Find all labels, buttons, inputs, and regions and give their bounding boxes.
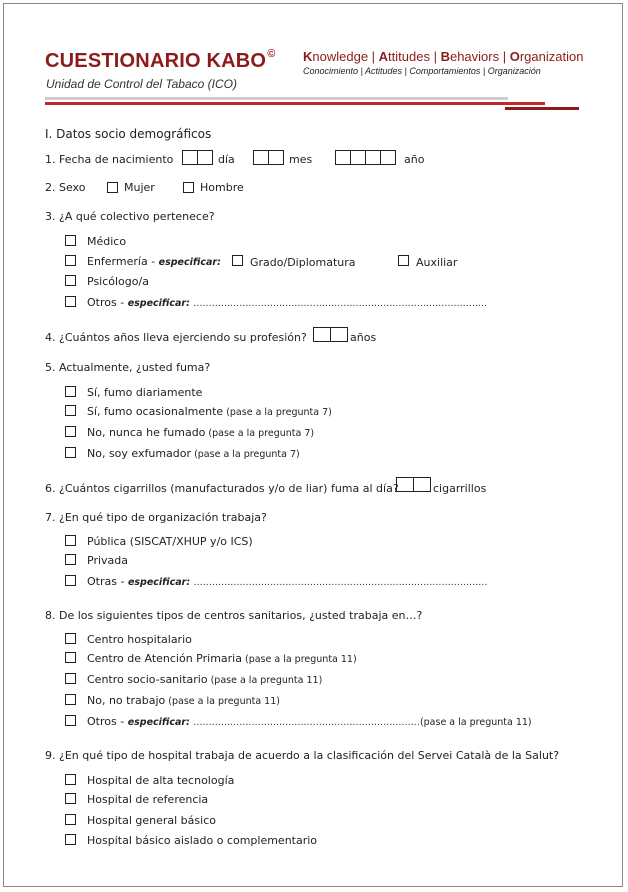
q9-isolated-checkbox[interactable] [65,834,76,845]
birth-year-field[interactable] [335,150,395,165]
q3-otros-label: Otros - especificar: ................................................................................................ [87,296,488,309]
q8-hospital-checkbox[interactable] [65,633,76,644]
q9-general-basic-checkbox[interactable] [65,814,76,825]
q1-year-label: año [404,153,425,166]
q3-auxiliar-checkbox[interactable] [398,255,409,266]
q7-public-checkbox[interactable] [65,535,76,546]
q9-label: 9. ¿En qué tipo de hospital trabaja de acuerdo a la clasificación del Servei Català de la Salut? [45,749,560,762]
q7-label: 7. ¿En qué tipo de organización trabaja? [45,511,267,524]
q7-private-checkbox[interactable] [65,554,76,565]
q5-exsmoker-label: No, soy exfumador (pase a la pregunta 7) [87,447,300,460]
q3-otros-checkbox[interactable] [65,296,76,307]
q9-high-tech-checkbox[interactable] [65,774,76,785]
q5-never-checkbox[interactable] [65,426,76,437]
q8-sociosanitary-checkbox[interactable] [65,673,76,684]
q9-reference-label: Hospital de referencia [87,793,209,806]
header-divider-grey [45,97,508,100]
q7-other-label: Otras - especificar: ................................................................................................ [87,575,488,588]
q8-label: 8. De los siguientes tipos de centros sanitarios, ¿usted trabaja en…? [45,609,423,622]
q8-not-working-checkbox[interactable] [65,694,76,705]
q9-isolated-label: Hospital básico aislado o complementario [87,834,318,847]
q3-medico-label: Médico [87,235,127,248]
sex-female-label: Mujer [124,181,155,194]
q6-label: 6. ¿Cuántos cigarrillos (manufacturados y/o de liar) fuma al día? [45,482,399,495]
header-divider-red [45,102,545,105]
q5-daily-label: Sí, fumo diariamente [87,386,203,399]
q8-hospital-label: Centro hospitalario [87,633,192,646]
q3-grado-checkbox[interactable] [232,255,243,266]
sex-female-checkbox[interactable] [107,182,118,193]
questionnaire-title: CUESTIONARIO KABO© [45,48,276,72]
q3-label: 3. ¿A qué colectivo pertenece? [45,210,215,223]
q5-label: 5. Actualmente, ¿usted fuma? [45,361,211,374]
q8-other-checkbox[interactable] [65,715,76,726]
header-divider-darkred [505,107,579,110]
cigarettes-per-day-field[interactable] [396,477,430,492]
q3-enfermeria-checkbox[interactable] [65,255,76,266]
q8-not-working-label: No, no trabajo (pase a la pregunta 11) [87,694,280,707]
q6-unit: cigarrillos [433,482,487,495]
q5-occasional-label: Sí, fumo ocasionalmente (pase a la pregunta 7) [87,405,332,418]
unit-subtitle: Unidad de Control del Tabaco (ICO) [46,77,237,91]
q7-other-specify-line[interactable]: ................................................................................................ [193,578,488,588]
q8-sociosanitary-label: Centro socio-sanitario (pase a la pregunta 11) [87,673,323,686]
q3-medico-checkbox[interactable] [65,235,76,246]
section-title: I. Datos socio demográficos [45,127,212,141]
sex-male-checkbox[interactable] [183,182,194,193]
q9-general-basic-label: Hospital general básico [87,814,216,827]
q5-occasional-checkbox[interactable] [65,405,76,416]
q8-other-label: Otros - especificar: ..........................................................................(pase a la pregunta 11) [87,715,532,728]
kabo-tagline-spanish: Conocimiento | Actitudes | Comportamientos | Organización [303,66,541,76]
birth-month-field[interactable] [253,150,283,165]
q3-grado-label: Grado/Diplomatura [250,256,356,269]
q1-month-label: mes [289,153,313,166]
q5-daily-checkbox[interactable] [65,386,76,397]
birth-day-field[interactable] [182,150,212,165]
q9-reference-checkbox[interactable] [65,793,76,804]
q3-psicologo-checkbox[interactable] [65,275,76,286]
q1-day-label: día [218,153,235,166]
kabo-tagline: Knowledge | Attitudes | Behaviors | Organization [303,49,584,64]
q3-auxiliar-label: Auxiliar [416,256,458,269]
q2-label: 2. Sexo [45,181,86,194]
years-practicing-field[interactable] [313,327,347,342]
q5-exsmoker-checkbox[interactable] [65,447,76,458]
sex-male-label: Hombre [200,181,244,194]
q7-public-label: Pública (SISCAT/XHUP y/o ICS) [87,535,253,548]
q5-never-label: No, nunca he fumado (pase a la pregunta 7) [87,426,315,439]
q4-label: 4. ¿Cuántos años lleva ejerciendo su profesión? [45,331,307,344]
q8-primary-care-checkbox[interactable] [65,652,76,663]
q7-other-checkbox[interactable] [65,575,76,586]
q3-enfermeria-label: Enfermería - especificar: [87,255,221,268]
q9-high-tech-label: Hospital de alta tecnología [87,774,235,787]
q3-psicologo-label: Psicólogo/a [87,275,149,288]
q1-label: 1. Fecha de nacimiento [45,153,174,166]
q4-unit: años [350,331,377,344]
q7-private-label: Privada [87,554,128,567]
q3-otros-specify-line[interactable]: ................................................................................................ [193,299,488,309]
q8-primary-care-label: Centro de Atención Primaria (pase a la pregunta 11) [87,652,357,665]
q8-other-specify-line[interactable]: .......................................................................... [193,718,420,728]
